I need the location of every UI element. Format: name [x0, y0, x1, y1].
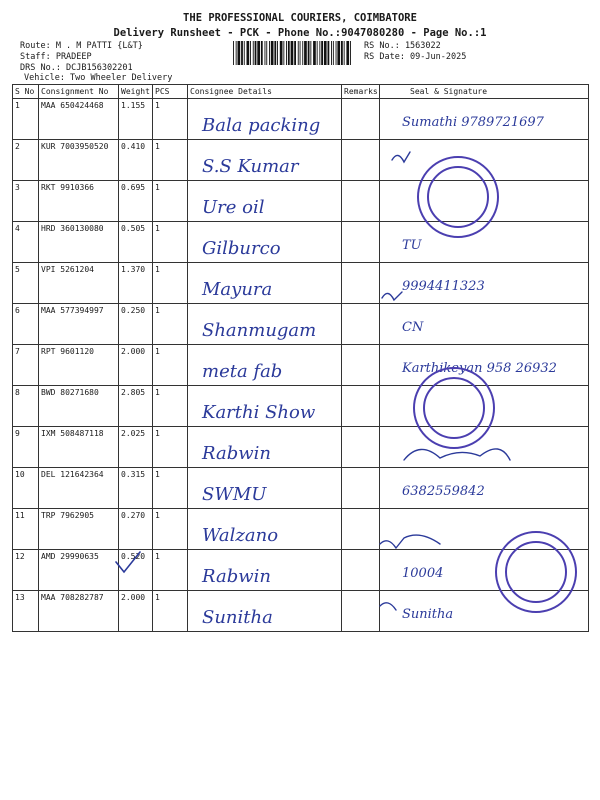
route-info: Route: M . M PATTI {L&T} [20, 41, 143, 51]
row-consignment-no: MAA 577394997 [39, 304, 119, 345]
row-remarks [342, 140, 380, 181]
handwritten-consignee: Rabwin [202, 566, 271, 587]
handwritten-consignee: S.S Kumar [202, 156, 299, 177]
runsheet-subtitle: Delivery Runsheet - PCK - Phone No.:9047080280 - Page No.:1 [113, 27, 487, 39]
row-consignment-no: MAA 708282787 [39, 591, 119, 632]
handwritten-consignee: Walzano [202, 525, 279, 546]
row-sno: 2 [13, 140, 39, 181]
handwritten-consignee: Karthi Show [202, 402, 316, 423]
row-weight: 2.025 [119, 427, 153, 468]
row-pcs: 1 [153, 304, 188, 345]
table-row [13, 550, 589, 591]
row-sno: 5 [13, 263, 39, 304]
handwritten-consignee: SWMU [202, 484, 267, 505]
row-weight: 0.250 [119, 304, 153, 345]
row-weight: 2.805 [119, 386, 153, 427]
row-remarks [342, 99, 380, 140]
drs-info: DRS No.: DCJB156302201 [20, 63, 133, 73]
table-row [13, 304, 589, 345]
row-consignment-no: RPT 9601120 [39, 345, 119, 386]
row-seal-signature [380, 427, 589, 468]
row-consignment-no: MAA 650424468 [39, 99, 119, 140]
row-consignment-no: BWD 80271680 [39, 386, 119, 427]
row-consignment-no: KUR 7003950520 [39, 140, 119, 181]
row-remarks [342, 181, 380, 222]
table-row [13, 99, 589, 140]
row-pcs: 1 [153, 386, 188, 427]
row-consignment-no: DEL 121642364 [39, 468, 119, 509]
row-pcs: 1 [153, 591, 188, 632]
row-remarks [342, 427, 380, 468]
barcode-image [233, 41, 353, 65]
row-sno: 9 [13, 427, 39, 468]
row-consignment-no: IXM 508487118 [39, 427, 119, 468]
row-consignment-no: TRP 7962905 [39, 509, 119, 550]
col-header-consignment: Consignment No [39, 85, 119, 99]
row-pcs: 1 [153, 222, 188, 263]
row-remarks [342, 550, 380, 591]
handwritten-consignee: Rabwin [202, 443, 271, 464]
row-seal-signature [380, 591, 589, 632]
row-weight: 1.370 [119, 263, 153, 304]
row-sno: 13 [13, 591, 39, 632]
table-row [13, 263, 589, 304]
row-consignment-no: HRD 360130080 [39, 222, 119, 263]
row-sno: 4 [13, 222, 39, 263]
row-sno: 1 [13, 99, 39, 140]
staff-info: Staff: PRADEEP [20, 52, 92, 62]
table-row [13, 181, 589, 222]
table-row [13, 468, 589, 509]
row-pcs: 1 [153, 550, 188, 591]
handwritten-consignee: Bala packing [202, 115, 321, 136]
handwritten-signature: CN [402, 320, 424, 335]
handwritten-consignee: Shanmugam [202, 320, 317, 341]
row-seal-signature [380, 140, 589, 181]
table-row [13, 509, 589, 550]
row-seal-signature [380, 304, 589, 345]
row-weight: 0.315 [119, 468, 153, 509]
vehicle-info: Vehicle: Two Wheeler Delivery [24, 73, 173, 83]
row-weight: 0.270 [119, 509, 153, 550]
handwritten-signature: Karthikeyan 958 26932 [402, 361, 557, 376]
row-consignment-no: VPI 5261204 [39, 263, 119, 304]
row-sno: 11 [13, 509, 39, 550]
row-remarks [342, 386, 380, 427]
row-consignee-details [188, 509, 342, 550]
row-seal-signature [380, 386, 589, 427]
row-consignee-details [188, 345, 342, 386]
rs-date: RS Date: 09-Jun-2025 [364, 52, 467, 62]
handwritten-consignee: Sunitha [202, 607, 273, 628]
row-pcs: 1 [153, 427, 188, 468]
row-pcs: 1 [153, 181, 188, 222]
handwritten-signature: 6382559842 [402, 484, 485, 499]
row-consignee-details [188, 427, 342, 468]
row-weight: 2.000 [119, 345, 153, 386]
handwritten-signature: Sunitha [402, 607, 454, 622]
row-sno: 3 [13, 181, 39, 222]
col-header-remarks: Remarks [342, 85, 380, 99]
handwritten-consignee: Ure oil [202, 197, 265, 218]
handwritten-consignee: Gilburco [202, 238, 281, 259]
row-pcs: 1 [153, 509, 188, 550]
handwritten-signature: 10004 [402, 566, 444, 581]
table-row [13, 222, 589, 263]
row-weight: 0.505 [119, 222, 153, 263]
table-row [13, 345, 589, 386]
row-consignment-no: RKT 9910366 [39, 181, 119, 222]
row-pcs: 1 [153, 468, 188, 509]
row-consignee-details [188, 222, 342, 263]
row-remarks [342, 468, 380, 509]
table-header-row [13, 85, 589, 99]
col-header-consignee: Consignee Details [188, 85, 342, 99]
row-consignee-details [188, 140, 342, 181]
row-weight: 0.695 [119, 181, 153, 222]
row-sno: 8 [13, 386, 39, 427]
row-consignee-details [188, 468, 342, 509]
row-consignee-details [188, 550, 342, 591]
row-consignee-details [188, 99, 342, 140]
row-remarks [342, 304, 380, 345]
row-sno: 7 [13, 345, 39, 386]
col-header-weight: Weight [119, 85, 153, 99]
row-sno: 6 [13, 304, 39, 345]
row-weight: 0.410 [119, 140, 153, 181]
row-remarks [342, 591, 380, 632]
row-weight: 2.000 [119, 591, 153, 632]
row-seal-signature [380, 181, 589, 222]
row-consignee-details [188, 304, 342, 345]
row-consignee-details [188, 181, 342, 222]
row-remarks [342, 263, 380, 304]
row-seal-signature [380, 468, 589, 509]
table-row [13, 591, 589, 632]
table-row [13, 427, 589, 468]
row-seal-signature [380, 99, 589, 140]
row-sno: 12 [13, 550, 39, 591]
row-seal-signature [380, 263, 589, 304]
row-remarks [342, 509, 380, 550]
row-consignee-details [188, 263, 342, 304]
row-consignment-no: AMD 29990635 [39, 550, 119, 591]
row-pcs: 1 [153, 263, 188, 304]
row-sno: 10 [13, 468, 39, 509]
row-weight: 0.520 [119, 550, 153, 591]
rs-number: RS No.: 1563022 [364, 41, 441, 51]
table-row [13, 140, 589, 181]
row-pcs: 1 [153, 99, 188, 140]
row-weight: 1.155 [119, 99, 153, 140]
row-consignee-details [188, 591, 342, 632]
row-pcs: 1 [153, 140, 188, 181]
row-pcs: 1 [153, 345, 188, 386]
row-seal-signature [380, 345, 589, 386]
col-header-pcs: PCS [153, 85, 188, 99]
handwritten-signature: 9994411323 [402, 279, 485, 294]
row-remarks [342, 345, 380, 386]
row-consignee-details [188, 386, 342, 427]
runsheet-table [12, 84, 589, 632]
handwritten-consignee: meta fab [202, 361, 283, 382]
row-seal-signature [380, 550, 589, 591]
row-seal-signature [380, 509, 589, 550]
row-seal-signature [380, 222, 589, 263]
row-remarks [342, 222, 380, 263]
handwritten-consignee: Mayura [202, 279, 273, 300]
col-header-seal-signature: Seal & Signature [380, 85, 589, 99]
handwritten-signature: TU [402, 238, 422, 253]
handwritten-signature: Sumathi 9789721697 [402, 115, 544, 130]
col-header-sno: S No [13, 85, 39, 99]
table-row [13, 386, 589, 427]
company-title: THE PROFESSIONAL COURIERS, COIMBATORE [183, 12, 417, 24]
